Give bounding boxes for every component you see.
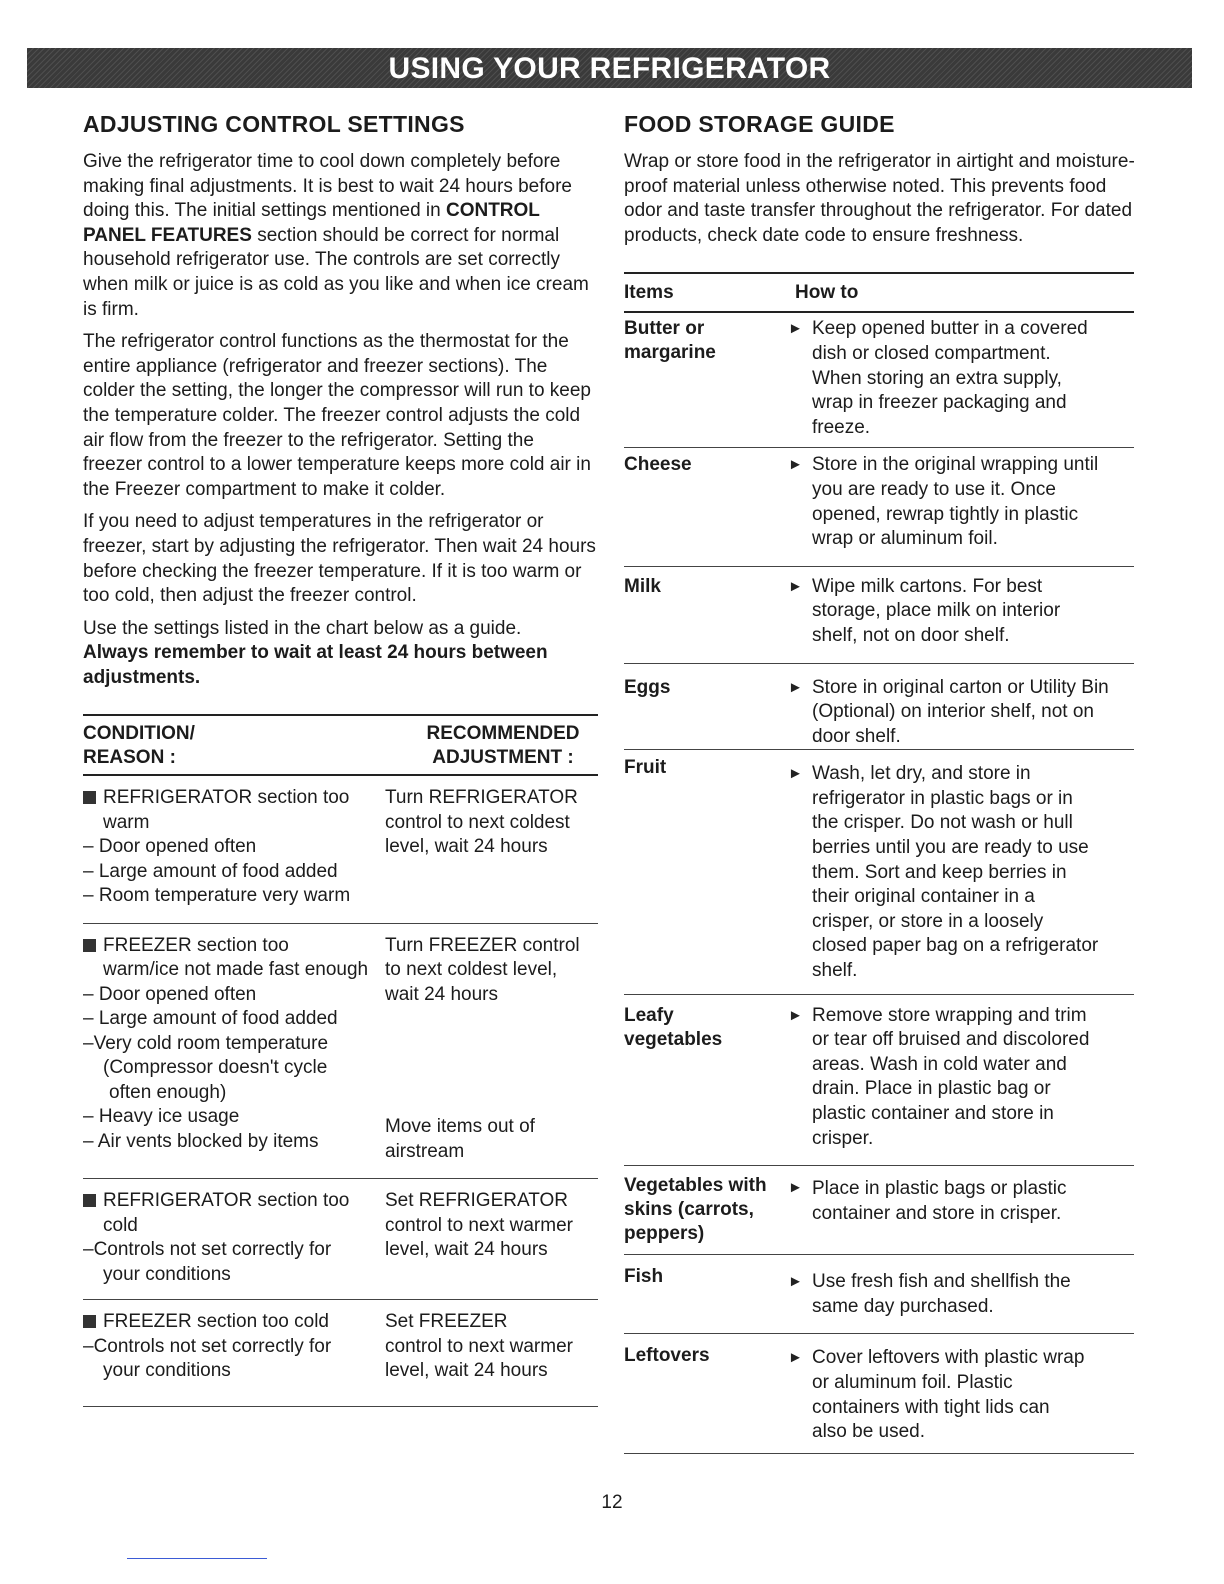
condition-text: FREEZER section too [103,934,289,956]
food-item-line: Fish [624,1266,664,1288]
condition-cell [83,1310,385,1384]
adjustment-col-header [408,722,598,770]
food-item-line: Leftovers [624,1345,710,1367]
condition-text: REFRIGERATOR section too [103,1190,350,1212]
howto-cell [812,1004,1134,1152]
condition-text: REFRIGERATOR section too [103,787,350,809]
condition-line: (Compressor doesn't cycle [103,1057,328,1079]
adjustment-line: to next coldest level, [385,959,558,981]
condition-line [83,786,385,811]
condition-line: –Very cold room temperature [83,1032,329,1054]
condition-line: –Controls not set correctly for [83,1335,332,1357]
page-banner: USING YOUR REFRIGERATOR [27,48,1192,88]
howto-cell [812,1265,1134,1319]
condition-line: – Heavy ice usage [83,1106,240,1128]
condition-header-line: CONDITION/ [83,723,195,745]
howto-line: berries until you are ready to use [812,837,1089,859]
howto-line: shelf, not on door shelf. [812,624,1010,646]
table-row [624,448,1134,565]
arrow-right-icon: ► [788,678,803,696]
page-number: 12 [601,1492,623,1513]
condition-line: – Air vents blocked by items [83,1130,319,1152]
howto-line: them. Sort and keep berries in [812,861,1067,883]
footer-divider [127,1558,267,1559]
howto-line: Place in plastic bags or plastic [812,1178,1067,1200]
table-row [83,776,598,923]
table-row [624,750,1134,993]
howto-line: dish or closed compartment. [812,342,1051,364]
bullet-square-icon [83,791,96,804]
howto-line: storage, place milk on interior [812,600,1061,622]
condition-line [83,1310,385,1335]
adjusting-controls-heading: ADJUSTING CONTROL SETTINGS [83,111,465,137]
condition-cell [83,1189,385,1287]
table-row [624,313,1134,447]
arrow-right-icon: ► [788,765,803,783]
howto-line: shelf. [812,960,858,982]
adjustment-line: control to next warmer [385,1214,573,1236]
howto-line: Cover leftovers with plastic wrap [812,1347,1085,1369]
adjustment-line: level, wait 24 hours [385,836,548,858]
howto-line: Use fresh fish and shellfish the [812,1271,1071,1293]
paragraph-thermostat: The refrigerator control functions as the thermostat for the entire appliance (refrigerator and freezer sections). The colder the setting, the longer the compressor will run to keep the temperature colder. The freezer control adjusts the cold air flow from the freezer to the refrigerator. Setting the freezer control to a lower temperature keeps more cold air in the Freezer compartment to make it colder. [83,331,591,500]
howto-cell [812,756,1134,983]
arrow-right-icon: ► [788,1006,803,1024]
table-row [83,1300,598,1406]
adjustment-line: Set REFRIGERATOR [385,1190,568,1212]
adjustment-line: wait 24 hours [385,983,499,1005]
condition-line: warm [103,811,150,833]
adjustment-line: level, wait 24 hours [385,1360,548,1382]
adjustment-line: airstream [385,1140,465,1162]
adjustment-header-line: ADJUSTMENT : [432,747,574,769]
howto-line: (Optional) on interior shelf, not on [812,701,1094,723]
howto-line: their original container in a [812,886,1035,908]
howto-line: crisper. [812,1127,874,1149]
howto-line: Wash, let dry, and store in [812,763,1031,785]
food-item-line: Milk [624,575,661,597]
howto-line: crisper, or store in a loosely [812,910,1044,932]
food-item-cell [624,676,788,750]
items-col-header: Items [624,282,674,304]
food-item-line: Vegetables with [624,1175,767,1197]
howto-col-header: How to [795,282,859,304]
food-storage-table [624,272,1134,1453]
food-item-cell [624,1174,788,1246]
condition-cell [83,934,385,1165]
bullet-square-icon [83,1315,96,1328]
howto-cell [812,317,1134,440]
p1-bold: CONTROL PANEL FEATURES [83,200,540,246]
howto-line: areas. Wash in cold water and [812,1053,1067,1075]
arrow-right-icon: ► [788,1273,803,1291]
food-item-cell [624,1265,788,1319]
condition-table [83,714,598,1407]
adjustment-line: Turn REFRIGERATOR [385,787,578,809]
paragraph-initial-settings [83,150,598,322]
condition-line: – Door opened often [83,983,257,1005]
paragraph-guide [83,617,598,691]
howto-line: freeze. [812,416,871,438]
howto-line: Keep opened butter in a covered [812,318,1088,340]
howto-line: When storing an extra supply, [812,367,1062,389]
howto-line: wrap in freezer packaging and [812,392,1067,414]
howto-line: wrap or aluminum foil. [812,528,998,550]
howto-line: also be used. [812,1421,926,1443]
p4-bold: Always remember to wait at least 24 hours between adjustments. [83,642,548,688]
arrow-right-icon: ► [788,456,803,474]
food-item-line: Fruit [624,757,667,779]
food-item-line: skins (carrots, [624,1199,754,1221]
adjustment-line: level, wait 24 hours [385,1239,548,1261]
condition-line [83,934,385,959]
condition-line: – Large amount of food added [83,1008,338,1030]
howto-line: you are ready to use it. Once [812,478,1056,500]
bullet-square-icon [83,1194,96,1207]
food-item-line: Cheese [624,454,692,476]
reason-header-line: REASON : [83,747,176,769]
food-storage-intro: Wrap or store food in the refrigerator in airtight and moisture-proof material unless otherwise noted. This prevents food odor and taste transfer throughout the refrigerator. For dated products, check date code to ensure freshness. [624,151,1135,246]
howto-line: Remove store wrapping and trim [812,1004,1087,1026]
table-row [624,567,1134,663]
food-item-cell [624,756,788,983]
adjustment-cell [385,934,598,1165]
adjustment-line: Set FREEZER [385,1311,508,1333]
condition-line: often enough) [109,1081,227,1103]
table-row [624,1166,1134,1254]
food-item-line: Leafy [624,1004,674,1026]
food-item-line: margarine [624,342,716,364]
howto-line: closed paper bag on a refrigerator [812,935,1099,957]
condition-text: FREEZER section too cold [103,1311,329,1333]
paragraph-adjust-temps: If you need to adjust temperatures in the refrigerator or freezer, start by adjusting the refrigerator. Then wait 24 hours before checking the freezer temperature. If it is too warm or too cold, then adjust the freezer control. [83,511,596,607]
howto-line: container and store in crisper. [812,1202,1062,1224]
adjustment-cell [385,1189,598,1287]
food-item-cell [624,1344,788,1444]
recommended-header-line: RECOMMENDED [426,723,580,745]
condition-cell [83,786,385,909]
condition-line [83,1189,385,1214]
food-item-cell [624,1004,788,1152]
food-item-line: peppers) [624,1223,705,1245]
condition-col-header [83,722,195,770]
arrow-right-icon: ► [788,1349,803,1367]
howto-line: door shelf. [812,725,901,747]
howto-line: Wipe milk cartons. For best [812,575,1043,597]
howto-cell [812,1174,1134,1246]
table-row [83,1179,598,1299]
food-item-line: Eggs [624,676,671,698]
howto-line: drain. Place in plastic bag or [812,1078,1051,1100]
condition-line: warm/ice not made fast enough [103,959,369,981]
condition-line: –Controls not set correctly for [83,1239,332,1261]
adjustment-cell [385,786,598,909]
table-row [624,1255,1134,1333]
table-row [624,1334,1134,1452]
condition-line: – Large amount of food added [83,860,338,882]
adjustment-line: control to next warmer [385,1335,573,1357]
condition-table-header [83,716,598,774]
arrow-right-icon: ► [788,1179,803,1197]
adjusting-controls-section [83,110,598,1407]
howto-cell [812,1344,1134,1444]
adjustment-line: Turn FREEZER control [385,934,580,956]
p4-text: Use the settings listed in the chart below as a guide. [83,617,522,639]
food-item-line: vegetables [624,1028,723,1050]
bullet-square-icon [83,939,96,952]
arrow-right-icon: ► [788,320,803,338]
food-item-line: Butter or [624,318,705,340]
adjustment-cell [385,1310,598,1384]
table-row [624,664,1134,750]
howto-line: Store in the original wrapping until [812,454,1099,476]
howto-line: the crisper. Do not wash or hull [812,812,1073,834]
table-row [83,924,598,1179]
howto-line: or aluminum foil. Plastic [812,1371,1013,1393]
howto-line: same day purchased. [812,1295,994,1317]
howto-line: refrigerator in plastic bags or in [812,787,1073,809]
howto-cell [812,676,1134,750]
arrow-right-icon: ► [788,577,803,595]
table-row [624,995,1134,1166]
howto-line: or tear off bruised and discolored [812,1029,1090,1051]
howto-cell [812,453,1134,551]
food-storage-heading: FOOD STORAGE GUIDE [624,111,895,137]
condition-line: your conditions [103,1263,231,1285]
howto-line: containers with tight lids can [812,1396,1050,1418]
p1-text-a: Give the refrigerator time to cool down completely before making final adjustments. It is best to wait 24 hours before doing this. The initial settings mentioned in [83,151,572,222]
condition-line: cold [103,1214,138,1236]
condition-line: your conditions [103,1360,231,1382]
howto-line: Store in original carton or Utility Bin [812,676,1109,698]
food-item-cell [624,575,788,649]
food-item-cell [624,317,788,440]
howto-line: plastic container and store in [812,1103,1054,1124]
food-storage-section [624,110,1136,1454]
howto-cell [812,575,1134,649]
howto-line: opened, rewrap tightly in plastic [812,503,1079,525]
condition-line: – Door opened often [83,836,257,858]
food-item-cell [624,453,788,551]
adjustment-line: Move items out of [385,1116,535,1138]
p1-text-b: section should be correct for normal household refrigerator use. The controls are set correctly when milk or juice is as cold as you like and when ice cream is firm. [83,224,589,320]
adjustment-line: control to next coldest [385,811,570,833]
condition-line: – Room temperature very warm [83,885,351,907]
food-table-header [624,274,1134,311]
